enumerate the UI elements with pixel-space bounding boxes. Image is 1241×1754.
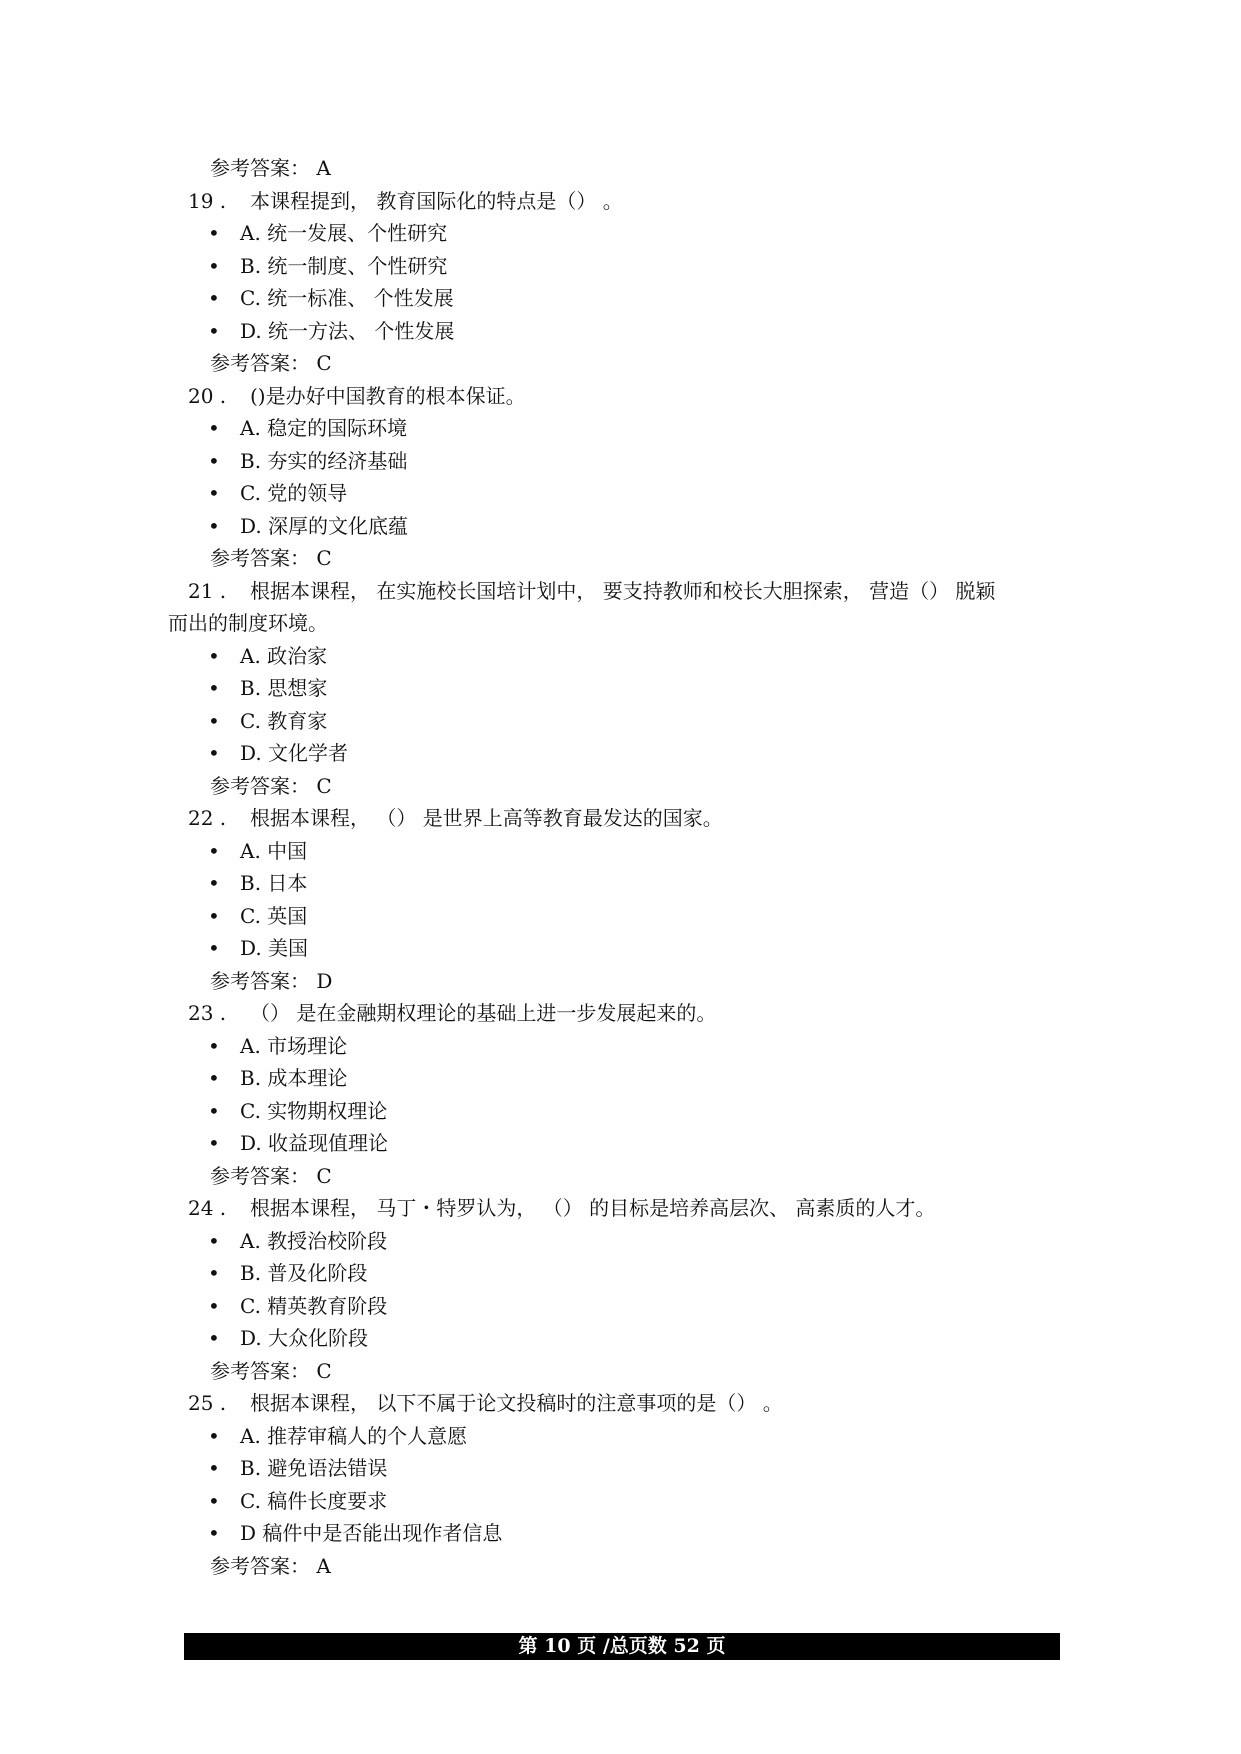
question-number: 21 . xyxy=(188,578,227,603)
bullet-icon: • xyxy=(208,1293,220,1318)
bullet-icon: • xyxy=(208,643,220,668)
option-text: A. 推荐审稿人的个人意愿 xyxy=(240,1423,468,1448)
option-text: B. 统一制度、个性研究 xyxy=(240,253,448,278)
option-text: D. 收益现值理论 xyxy=(240,1131,389,1155)
bullet-icon: • xyxy=(208,253,220,278)
document-body xyxy=(168,152,1068,1582)
option-line xyxy=(188,1257,1068,1290)
question-number: 25 . xyxy=(188,1391,227,1415)
option-line xyxy=(188,672,1068,705)
option-text: D. 美国 xyxy=(240,936,309,960)
option-line xyxy=(188,1062,1068,1095)
option-text: A. 政治家 xyxy=(240,643,328,668)
option-text: A. 教授治校阶段 xyxy=(240,1228,388,1253)
option-text: B. 夯实的经济基础 xyxy=(240,448,408,473)
bullet-icon: • xyxy=(208,416,220,440)
bullet-icon: • xyxy=(208,481,220,505)
option-text: B. 避免语法错误 xyxy=(240,1456,388,1480)
option-line xyxy=(188,1322,1068,1355)
option-text: C. 稿件长度要求 xyxy=(240,1488,388,1513)
option-line xyxy=(188,315,1068,348)
question-text: 根据本课程， 以下不属于论文投稿时的注意事项的是（） 。 xyxy=(250,1391,783,1415)
option-text: D. 深厚的文化底蕴 xyxy=(240,513,409,538)
bullet-icon: • xyxy=(208,741,220,765)
option-line xyxy=(188,835,1068,868)
option-text: B. 普及化阶段 xyxy=(240,1261,368,1285)
question-first-line xyxy=(188,575,1068,608)
page-number-text: 第 10 页 /总页数 52 页 xyxy=(518,1635,726,1657)
option-line xyxy=(188,1290,1068,1323)
option-line xyxy=(188,217,1068,250)
bullet-icon: • xyxy=(208,513,220,538)
option-text: A. 市场理论 xyxy=(240,1033,348,1058)
bullet-icon: • xyxy=(208,448,220,473)
question-text: 根据本课程， （） 是世界上高等教育最发达的国家。 xyxy=(250,806,723,830)
option-line xyxy=(188,900,1068,933)
option-line xyxy=(188,1030,1068,1063)
question-text: ()是办好中国教育的根本保证。 xyxy=(250,383,526,408)
question-continuation: 而出的制度环境。 xyxy=(168,611,328,635)
option-line xyxy=(188,1517,1068,1550)
option-line xyxy=(188,250,1068,283)
bullet-icon: • xyxy=(208,221,220,245)
question-number: 23 . xyxy=(188,1001,227,1025)
bullet-icon: • xyxy=(208,1326,220,1350)
option-text: A. 稳定的国际环境 xyxy=(240,416,408,440)
bullet-icon: • xyxy=(208,286,220,310)
option-line xyxy=(188,932,1068,965)
option-text: B. 成本理论 xyxy=(240,1066,348,1090)
question-number: 20 . xyxy=(188,383,227,408)
answer-line: 参考答案： A xyxy=(210,1553,331,1578)
question-line xyxy=(188,1192,1068,1225)
answer-line: 参考答案： C xyxy=(210,1163,332,1188)
page-footer xyxy=(184,1633,1060,1660)
option-line xyxy=(188,282,1068,315)
question-text: 本课程提到， 教育国际化的特点是（） 。 xyxy=(250,188,623,213)
bullet-icon: • xyxy=(208,708,220,733)
question-line xyxy=(168,575,1068,640)
option-line xyxy=(188,1420,1068,1453)
answer-line: 参考答案： C xyxy=(210,1358,332,1383)
question-text: 根据本课程， 在实施校长国培计划中， 要支持教师和校长大胆探索， 营造（） 脱颖 xyxy=(250,578,996,603)
bullet-icon: • xyxy=(208,838,220,863)
option-text: D. 大众化阶段 xyxy=(240,1326,369,1350)
option-line xyxy=(188,477,1068,510)
option-text: C. 统一标准、 个性发展 xyxy=(240,286,454,310)
question-text: 根据本课程， 马丁・特罗认为， （） 的目标是培养高层次、 高素质的人才。 xyxy=(250,1196,936,1220)
answer-line: 参考答案： C xyxy=(210,773,332,798)
bullet-icon: • xyxy=(208,903,220,928)
option-text: B. 思想家 xyxy=(240,676,328,700)
question-number: 22 . xyxy=(188,806,227,830)
bullet-icon: • xyxy=(208,871,220,895)
bullet-icon: • xyxy=(208,936,220,960)
bullet-icon: • xyxy=(208,1033,220,1058)
answer-line: 参考答案： C xyxy=(210,546,332,570)
option-text: C. 英国 xyxy=(240,903,308,928)
option-line xyxy=(188,1127,1068,1160)
bullet-icon: • xyxy=(208,318,220,343)
bullet-icon: • xyxy=(208,1131,220,1155)
question-text: （） 是在金融期权理论的基础上进一步发展起来的。 xyxy=(250,1001,717,1025)
option-text: B. 日本 xyxy=(240,871,308,895)
option-line xyxy=(188,510,1068,543)
option-text: C. 教育家 xyxy=(240,708,328,733)
bullet-icon: • xyxy=(208,1488,220,1513)
option-text: D 稿件中是否能出现作者信息 xyxy=(240,1521,503,1545)
question-number: 19 . xyxy=(188,188,227,213)
option-line xyxy=(188,705,1068,738)
option-text: C. 实物期权理论 xyxy=(240,1098,388,1123)
option-text: D. 统一方法、 个性发展 xyxy=(240,318,455,343)
option-line xyxy=(188,1485,1068,1518)
option-text: A. 统一发展、个性研究 xyxy=(240,221,448,245)
option-line xyxy=(188,867,1068,900)
option-line xyxy=(188,640,1068,673)
bullet-icon: • xyxy=(208,1521,220,1545)
question-line xyxy=(188,1387,1068,1420)
bullet-icon: • xyxy=(208,1261,220,1285)
question-number: 24 . xyxy=(188,1196,227,1220)
bullet-icon: • xyxy=(208,1456,220,1480)
option-line xyxy=(188,445,1068,478)
bullet-icon: • xyxy=(208,1228,220,1253)
option-text: C. 精英教育阶段 xyxy=(240,1293,388,1318)
option-text: C. 党的领导 xyxy=(240,481,348,505)
question-line xyxy=(188,380,1068,413)
answer-line: 参考答案： C xyxy=(210,351,332,375)
option-text: D. 文化学者 xyxy=(240,741,349,765)
option-line xyxy=(188,1095,1068,1128)
bullet-icon: • xyxy=(208,1423,220,1448)
question-line xyxy=(188,185,1068,218)
question-line xyxy=(188,997,1068,1030)
option-line xyxy=(188,1225,1068,1258)
answer-line: 参考答案： A xyxy=(210,156,331,180)
option-text: A. 中国 xyxy=(240,838,308,863)
option-line xyxy=(188,1452,1068,1485)
question-line xyxy=(188,802,1068,835)
bullet-icon: • xyxy=(208,676,220,700)
bullet-icon: • xyxy=(208,1098,220,1123)
option-line xyxy=(188,737,1068,770)
bullet-icon: • xyxy=(208,1066,220,1090)
answer-line: 参考答案： D xyxy=(210,968,333,993)
option-line xyxy=(188,412,1068,445)
